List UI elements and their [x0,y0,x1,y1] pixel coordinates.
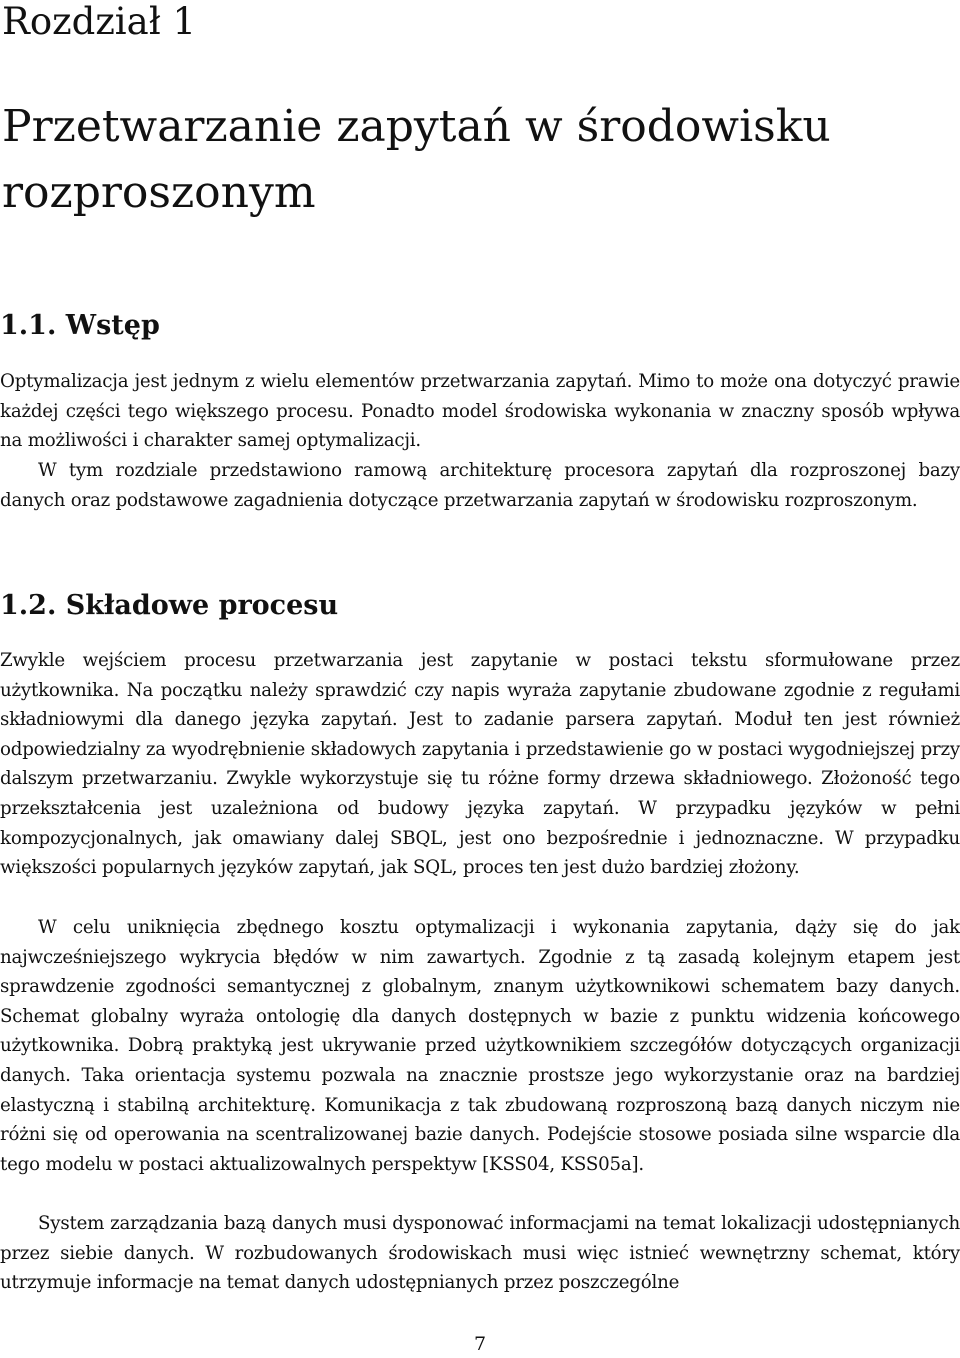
paragraph: W tym rozdziale przedstawiono ramową architekturę procesora zapytań dla rozproszonej bazy danych oraz podstawowe zagadnienia dotyczące przetwarzania zapytań w środowisku rozproszonym. [0,460,960,511]
paragraph: Optymalizacja jest jednym z wielu elementów przetwarzania zapytań. Mimo to może ona dotyczyć prawie każdej części tego większego procesu. Ponadto model środowiska wykonania w znaczny sposób wpływa na możliwości i charakter samej optymalizacji. [0,371,960,452]
chapter-label: Rozdział 1 [2,0,196,43]
paragraph: W celu uniknięcia zbędnego kosztu optymalizacji i wykonania zapytania, dąży się do jak najwcześniejszego wykrycia błędów w nim zawartych. Zgodnie z tą zasadą kolejnym etapem jest sprawdzenie zgodności semantycznej z globalnym, znanym użytkownikowi schematem bazy danych. Schemat globalny wyraża ontologię dla danych dostępnych w bazie z punktu widzenia końcowego użytkownika. Dobrą praktyką jest ukrywanie przed użytkownikiem szczegółów dotyczących organizacji danych. Taka orientacja systemu pozwala na znacznie prostsze jego wykorzystanie oraz na bardziej elastyczną i stabilną architekturę. Komunikacja z tak zbudowaną rozproszoną bazą danych niczym nie różni się od operowania na scentralizowanej bazie danych. Podejście stosowe posiada silne wsparcie dla tego modelu w postaci aktualizowalnych perspektyw [KSS04, KSS05a]. [0,917,960,1175]
paragraph: System zarządzania bazą danych musi dysponować informacjami na temat lokalizacji udostępnianych przez siebie danych. W rozbudowanych środowiskach musi więc istnieć wewnętrzny schemat, który utrzymuje informacje na temat danych udostępnianych przez poszczególne [0,1213,960,1294]
chapter-title: Przetwarzanie zapytań w środowisku rozproszonym [2,101,831,218]
paragraph: Zwykle wejściem procesu przetwarzania jest zapytanie w postaci tekstu sformułowane przez użytkownika. Na początku należy sprawdzić czy napis wyraża zapytanie zbudowane zgodnie z regułami składniowymi dla danego języka zapytań. Jest to zadanie parsera zapytań. Moduł ten jest również odpowiedzialny za wyodrębnienie składowych zapytania i przedstawienie go w postaci wygodniejszej przy dalszym przetwarzaniu. Zwykle wykorzystuje się tu różne formy drzewa składniowego. Złożoność tego przekształcenia jest uzależniona od budowy języka zapytań. W przypadku języków w pełni kompozycjonalnych, jak omawiany dalej SBQL, jest ono bezpośrednie i jednoznaczne. W przypadku większości popularnych języków zapytań, jak SQL, proces ten jest dużo bardziej złożony. [0,650,960,879]
section-heading-intro: 1.1. Wstęp [0,310,160,341]
section-heading-components: 1.2. Składowe procesu [0,590,339,621]
page-number: 7 [473,1333,487,1355]
